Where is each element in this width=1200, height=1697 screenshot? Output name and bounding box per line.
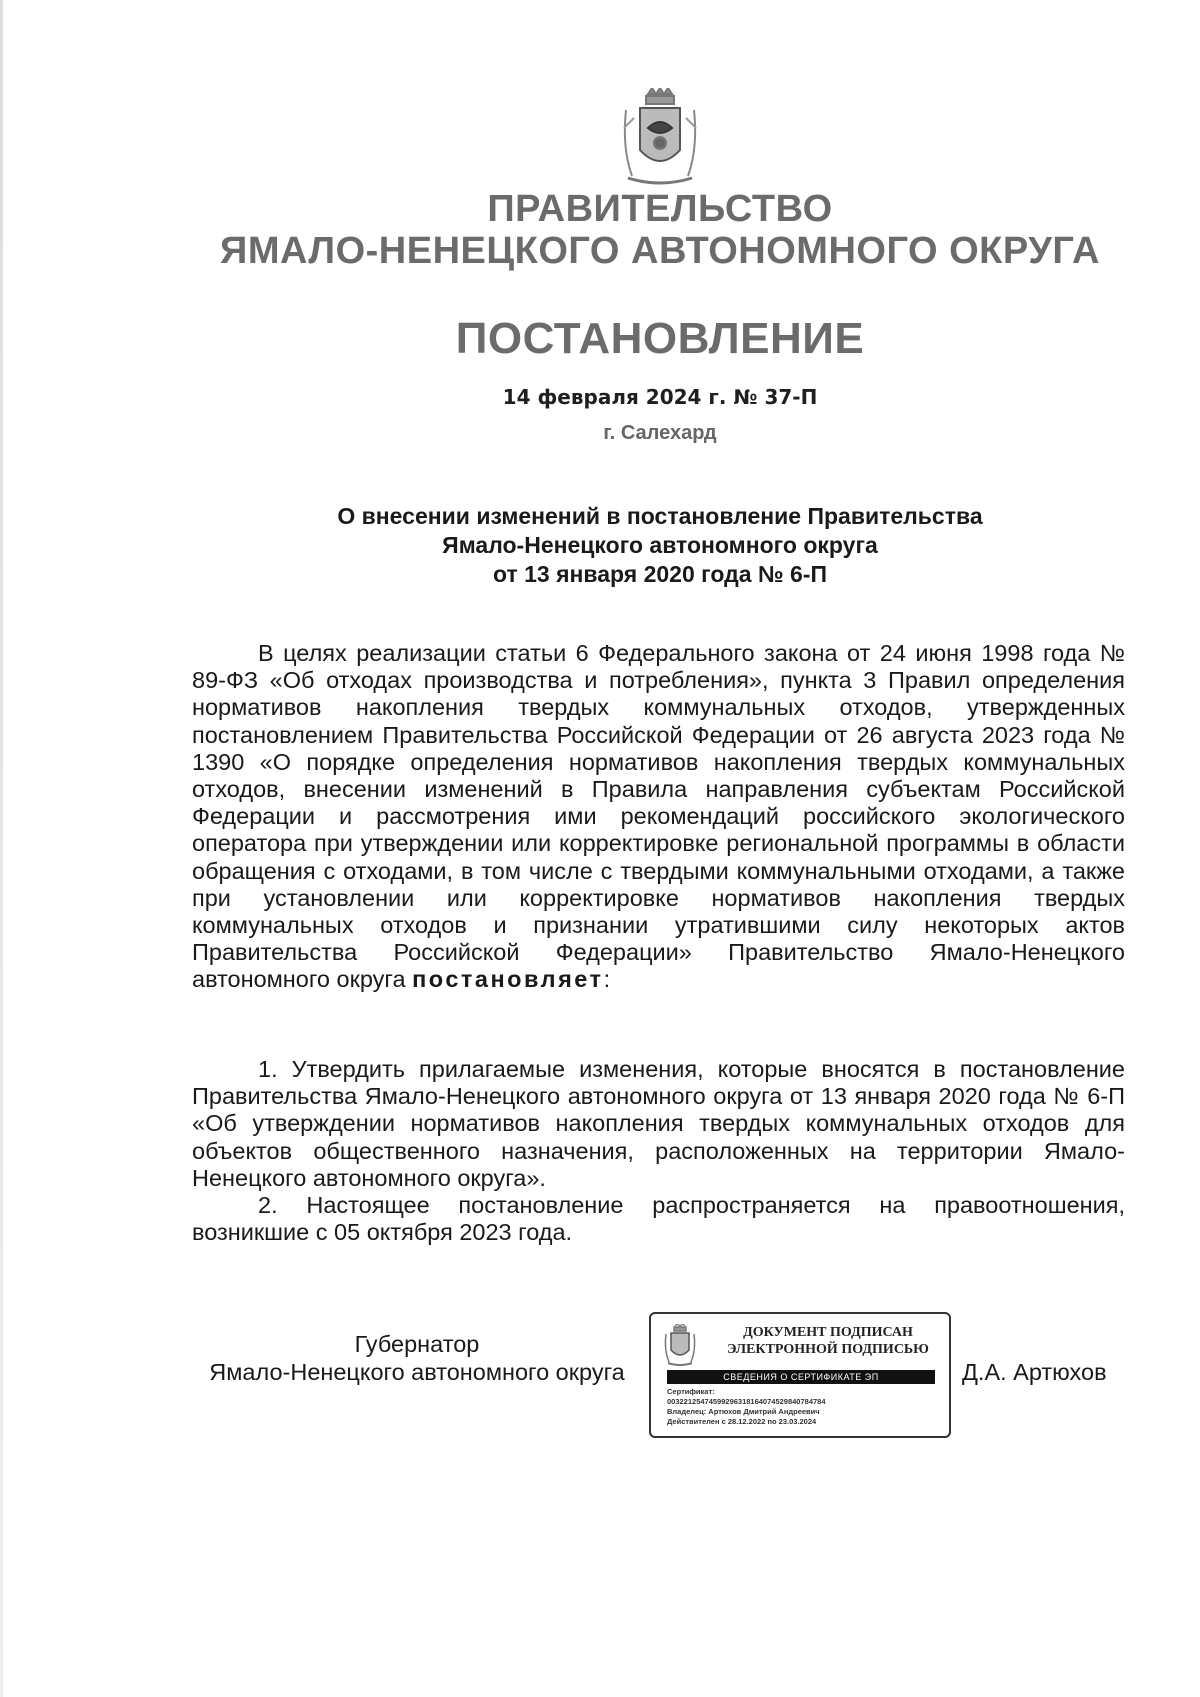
document-subject	[0, 502, 1200, 589]
resolves-word: постановляет	[412, 966, 604, 993]
preamble-text: В целях реализации статьи 6 Федерального закона от 24 июня 1998 года № 89-ФЗ «Об отходах производства и потребления», пункта 3 Правил определения нормативов накопления твердых коммунальных отходов, утвержденных постановлением Правительства Российской Федерации от 26 августа 2023 года № 1390 «О порядке определения нормативов накопления твердых коммунальных отходов, внесении изменений в Правила направления субъектам Российской Федерации и рассмотрения ими рекомендаций российского экологического оператора при утверждении или корректировке региональной программы в области обращения с отходами, в том числе с твердыми коммунальными отходами, а также при установлении или корректировке нормативов накопления твердых коммунальных отходов и признании утратившими силу некоторых актов Правительства Российской Федерации» Правительство Ямало-Ненецкого автономного округа	[192, 640, 1125, 993]
subject-line1: О внесении изменений в постановление Правительства	[337, 503, 983, 529]
stamp-validity: Действителен с 28.12.2022 по 23.03.2024	[667, 1417, 817, 1426]
government-title-line2: ЯМАЛО-НЕНЕЦКОГО АВТОНОМНОГО ОКРУГА	[220, 230, 1100, 272]
signatory-role	[192, 1330, 642, 1386]
stamp-coat-of-arms-icon	[663, 1324, 697, 1366]
document-city: г. Салехард	[603, 422, 717, 444]
resolves-colon: :	[603, 966, 611, 993]
resolution-item-1: 1. Утвердить прилагаемые изменения, которые вносятся в постановление Правительства Ямало-Ненецкого автономного округа от 13 января 2020 года № 6-П «Об утверждении нормативов накопления твердых коммунальных отходов для объектов общественного назначения, расположенных на территории Ямало-Ненецкого автономного округа».	[192, 1056, 1125, 1191]
stamp-owner: Владелец: Артюхов Дмитрий Андреевич	[667, 1407, 820, 1416]
stamp-header	[713, 1324, 943, 1358]
stamp-cert-label: Сертификат:	[667, 1387, 715, 1396]
signature-block	[0, 1312, 1200, 1452]
subject-line3: от 13 января 2020 года № 6-П	[493, 561, 827, 587]
stamp-header-line2: ЭЛЕКТРОННОЙ ПОДПИСЬЮ	[727, 1342, 929, 1357]
stamp-cert-value: 00322125474599296318164074529840784784	[667, 1397, 826, 1406]
preamble-paragraph	[192, 640, 1125, 994]
stamp-header-line1: ДОКУМЕНТ ПОДПИСАН	[743, 1325, 913, 1340]
signatory-name: Д.А. Артюхов	[962, 1359, 1107, 1385]
stamp-certificate-bar: СВЕДЕНИЯ О СЕРТИФИКАТЕ ЭП	[667, 1370, 935, 1384]
coat-of-arms-icon	[618, 88, 702, 188]
signatory-role-line2: Ямало-Ненецкого автономного округа	[209, 1359, 625, 1385]
document-type-heading: ПОСТАНОВЛЕНИЕ	[455, 314, 865, 363]
resolution-items	[192, 1056, 1125, 1246]
signatory-role-line1: Губернатор	[354, 1331, 480, 1357]
subject-line2: Ямало-Ненецкого автономного округа	[442, 532, 878, 558]
electronic-signature-stamp	[649, 1312, 951, 1438]
government-title-line1: ПРАВИТЕЛЬСТВО	[487, 188, 833, 230]
resolution-item-2: 2. Настоящее постановление распространяется на правоотношения, возникшие с 05 октября 2023 года.	[192, 1192, 1125, 1246]
document-date-number: 14 февраля 2024 г. № 37-П	[502, 385, 818, 409]
stamp-certificate-info	[667, 1387, 942, 1427]
